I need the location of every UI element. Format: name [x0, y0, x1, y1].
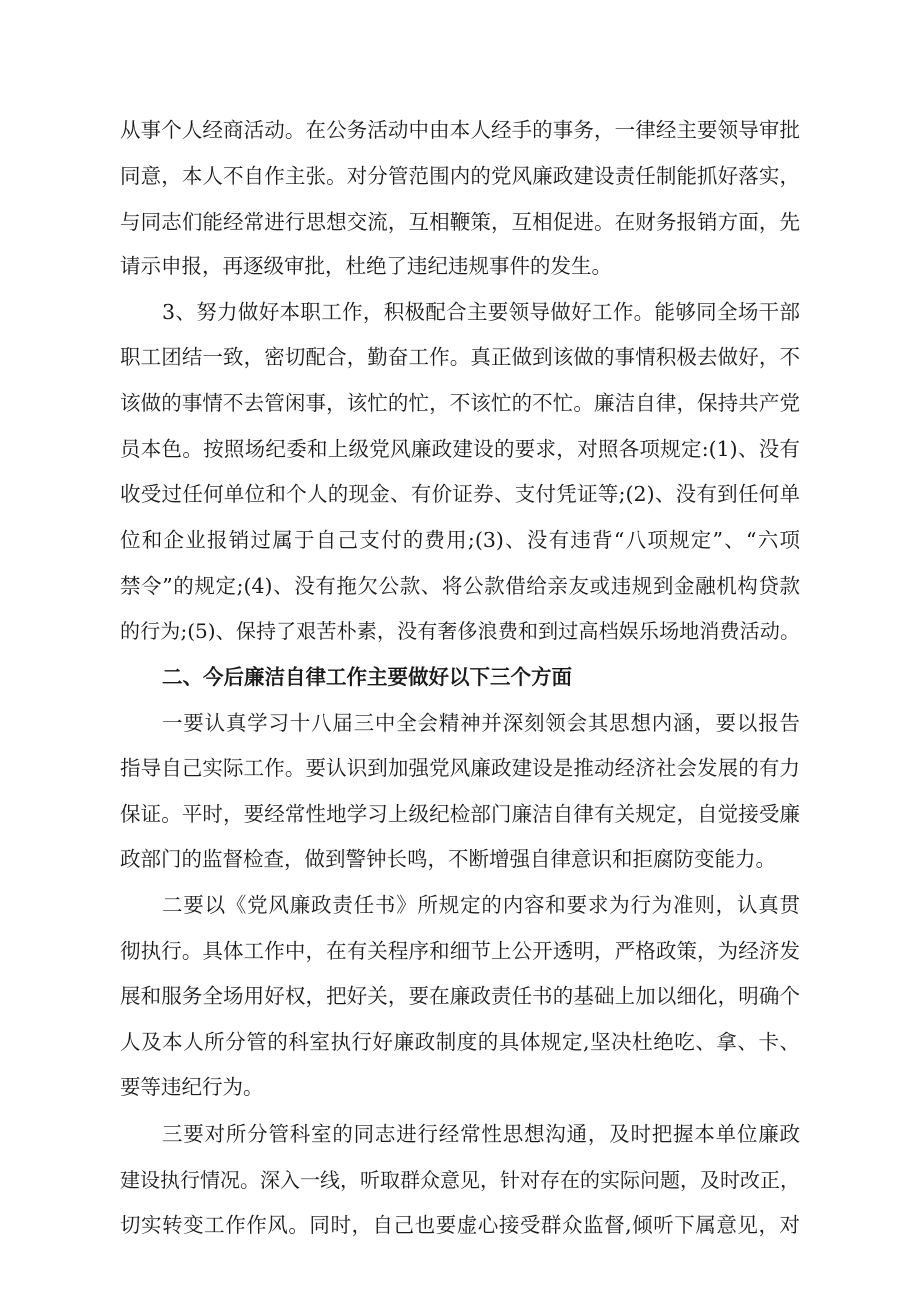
text-line-8: 员本色。按照场纪委和上级党风廉政建设的要求，对照各项规定:(1)、没有 — [120, 437, 800, 461]
text-line-3: 与同志们能经常进行思想交流，互相鞭策，互相促进。在财务报销方面，先 — [120, 210, 800, 234]
text-line-4: 请示申报，再逐级审批，杜绝了违纪违规事件的发生。 — [120, 254, 612, 278]
text-line-1: 从事个人经商活动。在公务活动中由本人经手的事务，一律经主要领导审批 — [120, 118, 800, 142]
text-line-18: 二要以《党风廉政责任书》所规定的内容和要求为行为准则，认真贯 — [162, 893, 800, 917]
text-line-24: 建设执行情况。深入一线，听取群众意见，针对存在的实际问题，及时改正， — [120, 1168, 800, 1192]
text-line-10: 位和企业报销过属于自己支付的费用;(3)、没有违背“八项规定”、“六项 — [120, 528, 800, 552]
text-line-14: 一要认真学习十八届三中全会精神并深刻领会其思想内涵，要以报告 — [162, 711, 800, 735]
text-line-12: 的行为;(5)、保持了艰苦朴素，没有奢侈浪费和到过高档娱乐场地消费活动。 — [120, 619, 800, 643]
text-line-9: 收受过任何单位和个人的现金、有价证券、支付凭证等;(2)、没有到任何单 — [120, 482, 800, 506]
text-line-21: 人及本人所分管的科室执行好廉政制度的具体规定,坚决杜绝吃、拿、卡、 — [120, 1030, 800, 1054]
text-line-15: 指导自己实际工作。要认识到加强党风廉政建设是推动经济社会发展的有力 — [120, 756, 800, 780]
text-line-7: 该做的事情不去管闲事，该忙的忙，不该忙的不忙。廉洁自律，保持共产党 — [120, 391, 800, 415]
section-heading: 二、今后廉洁自律工作主要做好以下三个方面 — [162, 665, 572, 689]
text-line-2: 同意，本人不自作主张。对分管范围内的党风廉政建设责任制能抓好落实， — [120, 164, 800, 188]
text-line-22: 要等违纪行为。 — [120, 1075, 264, 1099]
text-line-5: 3、努力做好本职工作，积极配合主要领导做好工作。能够同全场干部 — [162, 300, 800, 324]
text-line-11: 禁令”的规定;(4)、没有拖欠公款、将公款借给亲友或违规到金融机构贷款 — [120, 574, 800, 598]
text-line-20: 展和服务全场用好权，把好关，要在廉政责任书的基础上加以细化，明确个 — [120, 984, 800, 1008]
text-line-25: 切实转变工作作风。同时，自己也要虚心接受群众监督,倾听下属意见，对 — [120, 1213, 800, 1237]
text-line-6: 职工团结一致，密切配合，勤奋工作。真正做到该做的事情积极去做好，不 — [120, 345, 800, 369]
text-line-16: 保证。平时，要经常性地学习上级纪检部门廉洁自律有关规定，自觉接受廉 — [120, 802, 800, 826]
text-line-19: 彻执行。具体工作中，在有关程序和细节上公开透明，严格政策，为经济发 — [120, 939, 800, 963]
text-line-23: 三要对所分管科室的同志进行经常性思想沟通，及时把握本单位廉政 — [162, 1122, 800, 1146]
text-line-17: 政部门的监督检查，做到警钟长鸣，不断增强自律意识和拒腐防变能力。 — [120, 847, 776, 871]
